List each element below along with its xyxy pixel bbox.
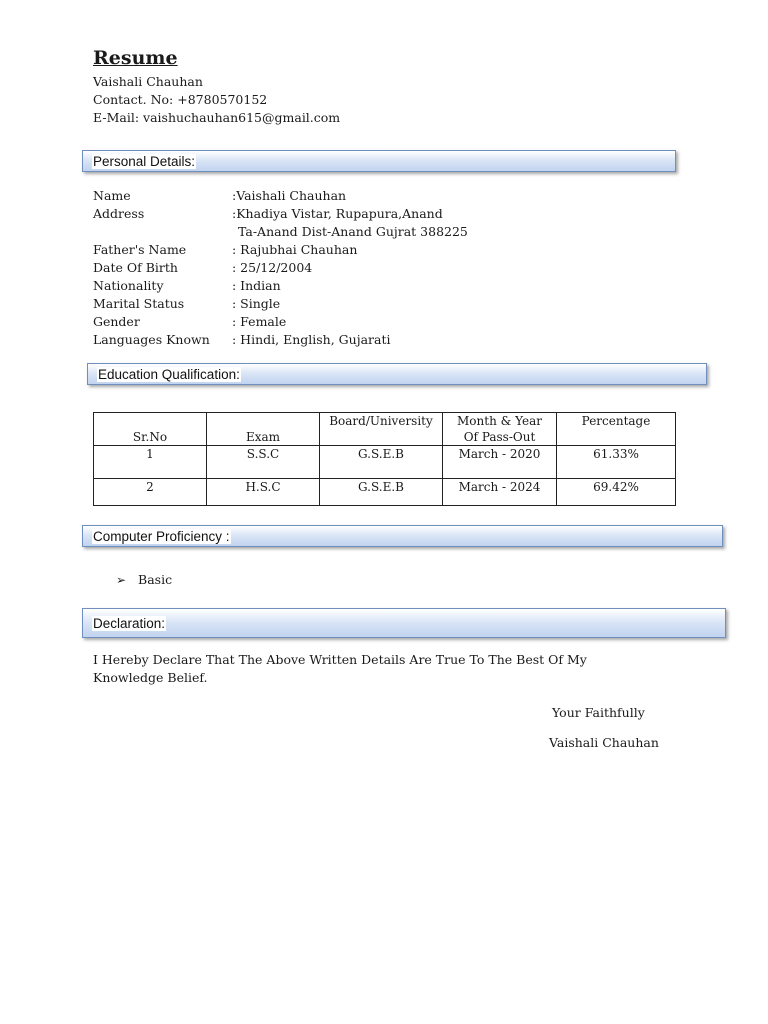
personal-label: Father's Name — [93, 242, 187, 257]
cell-percentage: 61.33% — [557, 446, 676, 479]
education-table — [93, 412, 676, 506]
table-row — [94, 479, 676, 506]
header-percentage: Percentage — [557, 413, 676, 446]
personal-row — [93, 241, 513, 259]
cell-board: G.S.E.B — [320, 479, 443, 506]
personal-label: Name — [93, 188, 131, 203]
computer-skill-label: Basic — [138, 572, 173, 587]
personal-label: Gender — [93, 314, 140, 329]
section-header-computer-label: Computer Proficiency : — [93, 529, 230, 544]
section-header-personal — [82, 150, 676, 172]
closing-text: Your Faithfully — [552, 705, 645, 720]
personal-value: : 25/12/2004 — [232, 260, 313, 275]
header-month-year — [443, 413, 557, 446]
declaration-text-line1: I Hereby Declare That The Above Written Details Are True To The Best Of My — [93, 652, 587, 667]
table-row — [94, 446, 676, 479]
section-header-declaration-label: Declaration: — [93, 616, 166, 631]
arrow-bullet-icon: ➢ — [116, 573, 127, 587]
personal-label: Nationality — [93, 278, 164, 293]
personal-row — [93, 277, 513, 295]
section-header-computer — [82, 525, 723, 547]
header-exam: Exam — [207, 413, 320, 446]
email-address: E-Mail: vaishuchauhan615@gmail.com — [93, 110, 341, 125]
header-month-year-line1: Month & Year — [457, 414, 542, 428]
section-header-personal-label: Personal Details: — [93, 154, 196, 169]
personal-value: : Hindi, English, Gujarati — [232, 332, 391, 347]
section-header-education-label: Education Qualification: — [98, 367, 240, 382]
table-header-row — [94, 413, 676, 446]
cell-percentage: 69.42% — [557, 479, 676, 506]
personal-label: Languages Known — [93, 332, 210, 347]
header-srno: Sr.No — [94, 413, 207, 446]
personal-row — [93, 295, 513, 313]
cell-exam: S.S.C — [207, 446, 320, 479]
personal-row — [93, 187, 513, 205]
section-header-declaration — [82, 608, 726, 638]
personal-value: Ta-Anand Dist-Anand Gujrat 388225 — [238, 224, 468, 239]
candidate-name: Vaishali Chauhan — [93, 74, 203, 89]
contact-number: Contact. No: +8780570152 — [93, 92, 268, 107]
cell-srno: 1 — [94, 446, 207, 479]
cell-month-year: March - 2020 — [443, 446, 557, 479]
cell-srno: 2 — [94, 479, 207, 506]
personal-value: : Indian — [232, 278, 281, 293]
personal-value: : Rajubhai Chauhan — [232, 242, 358, 257]
resume-title: Resume — [93, 47, 178, 69]
personal-label: Address — [93, 206, 145, 221]
personal-row — [93, 223, 513, 241]
personal-value: : Female — [232, 314, 287, 329]
cell-board: G.S.E.B — [320, 446, 443, 479]
personal-label: Marital Status — [93, 296, 185, 311]
cell-exam: H.S.C — [207, 479, 320, 506]
personal-row — [93, 205, 513, 223]
personal-row — [93, 259, 513, 277]
declaration-text-line2: Knowledge Belief. — [93, 670, 208, 685]
section-header-education — [87, 363, 707, 385]
personal-label: Date Of Birth — [93, 260, 178, 275]
signature-name: Vaishali Chauhan — [549, 735, 659, 750]
cell-month-year: March - 2024 — [443, 479, 557, 506]
header-month-year-line2: Of Pass-Out — [463, 430, 536, 444]
personal-value: :Vaishali Chauhan — [232, 188, 347, 203]
header-board: Board/University — [320, 413, 443, 446]
personal-row — [93, 313, 513, 331]
personal-row — [93, 331, 513, 349]
personal-value: : Single — [232, 296, 281, 311]
computer-skill-item — [116, 571, 172, 589]
personal-value: :Khadiya Vistar, Rupapura,Anand — [232, 206, 443, 221]
